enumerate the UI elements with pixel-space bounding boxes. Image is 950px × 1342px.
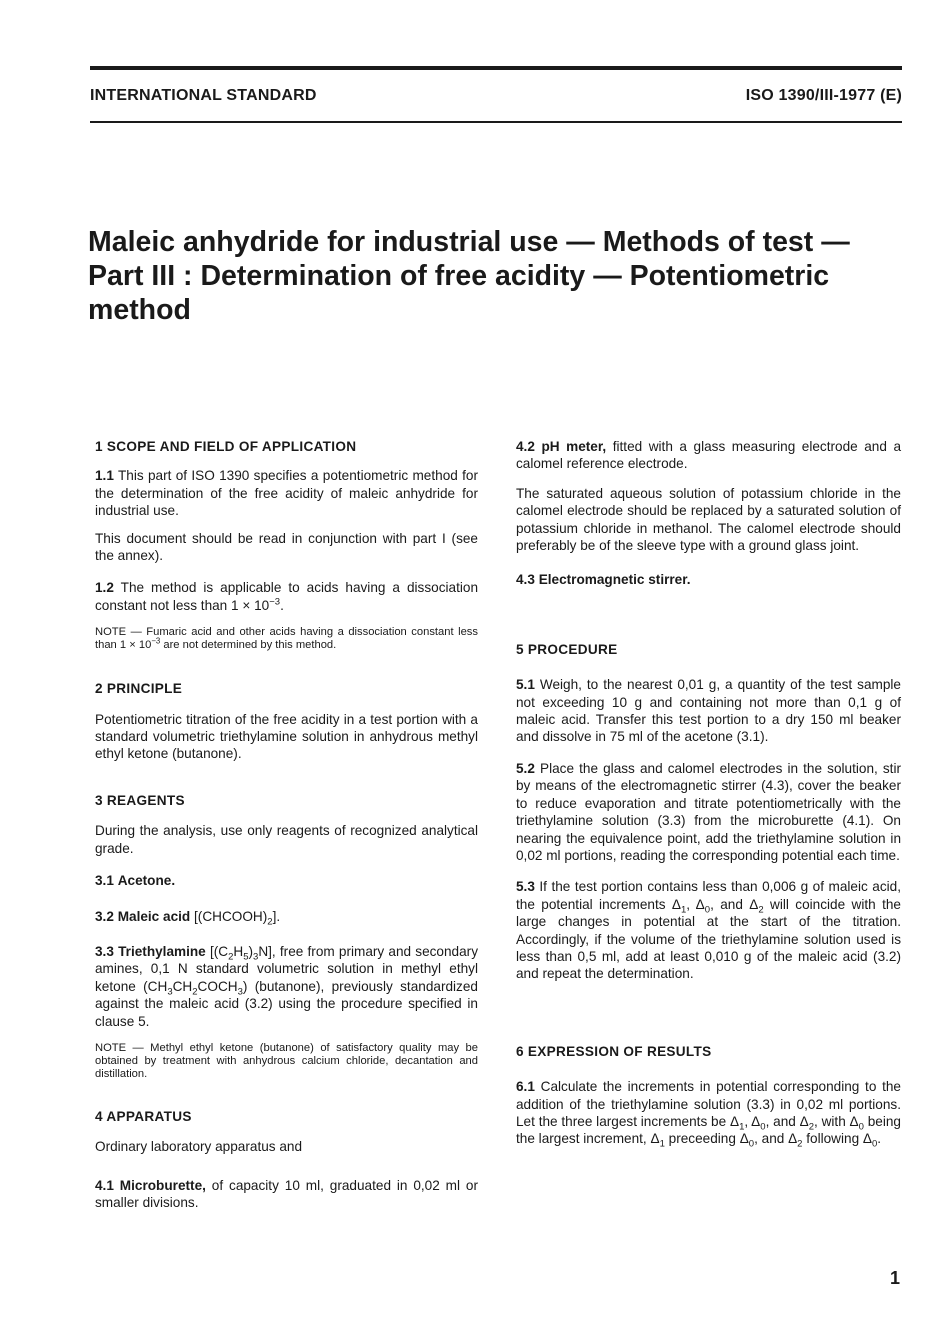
clause-number: 1.1	[95, 468, 114, 484]
delta-subscript: 1	[680, 904, 687, 916]
section-6-heading: 6 EXPRESSION OF RESULTS	[516, 1043, 712, 1059]
clause-text: , and Δ	[765, 1113, 809, 1129]
reagent-3-1	[95, 872, 478, 889]
clause-number: 3.3	[95, 943, 114, 959]
header-rule-bottom	[90, 121, 902, 123]
apparatus-4-1	[95, 1177, 478, 1212]
clause-number: 3.1	[95, 873, 114, 889]
section-2-heading: 2 PRINCIPLE	[95, 681, 183, 697]
procedure-5-3	[516, 878, 901, 982]
formula-part: [(C	[209, 943, 229, 959]
formula-part: CH	[172, 978, 193, 994]
reagent-name: Maleic acid	[117, 908, 191, 924]
formula-subscript: 2	[192, 986, 198, 998]
reagents-intro: During the analysis, use only reagents of recognized analytical grade.	[95, 823, 478, 856]
formula-subscript: 3	[167, 986, 173, 998]
principle-text: Potentiometric titration of the free acidity in a test portion with a standard volumetric triethylamine solution in anhydrous methyl ethyl ketone (butanone).	[95, 711, 478, 762]
clause-number: 1.2	[95, 580, 114, 596]
apparatus-4-2-para-2: The saturated aqueous solution of potassium chloride in the calomel electrode should be replaced by a saturated solution of potassium chloride in methanol. The calomel electrode should preferably be of the sleeve type with a ground glass joint.	[516, 485, 901, 554]
apparatus-4-2	[516, 438, 901, 473]
clause-1-2	[95, 579, 478, 614]
formula-part: [(CHCOOH)	[194, 908, 268, 924]
section-1-heading: 1 SCOPE AND FIELD OF APPLICATION	[95, 439, 357, 454]
formula-subscript: 2	[267, 916, 273, 928]
reagent-name: Triethylamine	[118, 943, 206, 959]
formula-subscript: 3	[253, 951, 259, 963]
formula-part: COCH	[197, 978, 238, 994]
note-1-2	[95, 626, 478, 652]
apparatus-text: of capacity 10 ml, graduated in 0,02 ml or smaller divisions.	[95, 1177, 479, 1211]
delta-subscript: 1	[659, 1139, 665, 1151]
exponent: −3	[269, 596, 281, 608]
clause-number: 4.1	[95, 1177, 114, 1193]
clause-text: , Δ	[686, 896, 705, 912]
delta-subscript: 0	[748, 1139, 755, 1151]
formula-part: N], free from primary and secondary amines, 0,1 N standard volumetric solution in methyl ethyl ketone (CH	[95, 943, 478, 994]
delta-subscript: 2	[808, 1121, 814, 1133]
delta-subscript: 2	[758, 904, 764, 916]
note-text-end: are not determined by this method.	[163, 639, 337, 652]
clause-number: 5.1	[516, 677, 535, 693]
clause-end: .	[280, 597, 284, 613]
clause-text: will coincide with the large changes in potential at the start of the titration. Accordingly, if the volume of the triethylamine solution used is less than 0,5 ml, add at least 0,010 g of the maleic acid (3.2) and repeat the determination.	[516, 896, 901, 982]
clause-number: 4.3	[516, 572, 535, 588]
clause-text: being the largest increment, Δ	[516, 1113, 901, 1147]
page-number: 1	[889, 1268, 900, 1288]
note-3-3: NOTE — Methyl ethyl ketone (butanone) of satisfactory quality may be obtained by treatment with anhydrous calcium chloride, decantation and distillation.	[95, 1041, 478, 1080]
formula-subscript: 2	[228, 951, 234, 963]
reagent-3-3	[95, 943, 478, 1030]
clause-1-1	[95, 467, 478, 519]
clause-text: following Δ	[802, 1131, 872, 1147]
formula-part: )	[248, 943, 254, 959]
clause-number: 5.2	[516, 760, 535, 776]
delta-subscript: 0	[704, 904, 711, 916]
title-line-3: method	[88, 294, 191, 326]
clause-text: preceeding Δ	[664, 1131, 749, 1147]
title-line-1: Maleic anhydride for industrial use — Methods of test —	[88, 226, 850, 258]
header-standard-label: INTERNATIONAL STANDARD	[90, 87, 317, 104]
left-column	[95, 438, 478, 1212]
right-column	[516, 438, 902, 1151]
clause-1-1-para-2: This document should be read in conjunction with part I (see the annex).	[95, 530, 478, 564]
reagent-name: Acetone.	[117, 873, 176, 889]
delta-subscript: 0	[872, 1139, 878, 1151]
formula-subscript: 3	[237, 986, 243, 998]
clause-text: , Δ	[744, 1113, 761, 1129]
apparatus-name: Electromagnetic stirrer.	[538, 572, 691, 588]
apparatus-name: Microburette,	[119, 1177, 206, 1193]
title-line-2: Part III : Determination of free acidity — Potentiometric	[88, 260, 830, 292]
clause-text: Calculate the increments in potential corresponding to the addition of the triethylamine solution (3.3) in 0,02 ml portions. Let the three largest increments be Δ	[516, 1079, 901, 1129]
clause-text: , and Δ	[754, 1131, 798, 1147]
section-4-heading: 4 APPARATUS	[95, 1108, 192, 1124]
header-document-id: ISO 1390/III-1977 (E)	[745, 87, 902, 104]
clause-text: Weigh, to the nearest 0,01 g, a quantity of the test sample not exceeding 10 g and containing not more than 0,1 g of maleic acid. Transfer this test portion to a dry 150 ml beaker and dissolve in 75 ml of the acetone (3.1).	[516, 677, 901, 745]
clause-number: 5.3	[516, 879, 535, 895]
formula-part: H	[233, 943, 244, 959]
clause-text: If the test portion contains less than 0,006 g of maleic acid, the potential increments Δ	[516, 879, 901, 912]
clause-text: .	[877, 1131, 882, 1147]
clause-text: , and Δ	[710, 896, 759, 912]
apparatus-intro: Ordinary laboratory apparatus and	[95, 1139, 303, 1155]
section-5-heading: 5 PROCEDURE	[516, 641, 618, 657]
section-3-heading: 3 REAGENTS	[95, 792, 185, 808]
clause-text: This part of ISO 1390 specifies a potentiometric method for the determination of the free acidity of maleic anhydride for industrial use.	[95, 468, 479, 519]
clause-number: 6.1	[516, 1079, 535, 1095]
procedure-5-2	[516, 760, 901, 864]
procedure-5-1	[516, 676, 901, 746]
delta-subscript: 0	[858, 1121, 864, 1133]
delta-subscript: 2	[797, 1139, 803, 1151]
clause-number: 3.2	[95, 908, 114, 924]
apparatus-name: pH meter,	[541, 439, 607, 454]
clause-number: 4.2	[516, 439, 535, 454]
apparatus-4-3	[516, 571, 901, 588]
reagent-3-2	[95, 908, 478, 928]
document-title	[88, 225, 888, 327]
clause-text: , with Δ	[814, 1113, 859, 1129]
header-rule-top	[90, 66, 902, 70]
apparatus-text: fitted with a glass measuring electrode and a calomel reference electrode.	[516, 439, 902, 472]
clause-text: The method is applicable to acids having a dissociation constant not less than 1 × 10	[95, 580, 478, 613]
note-text: NOTE — Fumaric acid and other acids having a dissociation constant less than 1 × 10	[95, 626, 478, 652]
results-6-1	[516, 1078, 901, 1151]
clause-text: Place the glass and calomel electrodes in the solution, stir by means of the electromagnetic stirrer (4.3), cover the beaker to reduce evaporation and titrate potentiometrically with the triethylamine solution (3.3) from the microburette (4.1). On nearing the equivalence point, add the triethylamine solution in 0,02 ml portions, reading the corresponding potential each time.	[516, 760, 901, 863]
note-exponent: −3	[151, 636, 161, 646]
formula-subscript: 5	[243, 951, 249, 963]
formula-part: ) (butanone), previously standardized against the maleic acid (3.2) using the procedure specified in clause 5.	[95, 978, 478, 1029]
formula-part: ].	[272, 908, 281, 924]
delta-subscript: 1	[739, 1121, 745, 1133]
delta-subscript: 0	[760, 1121, 766, 1133]
